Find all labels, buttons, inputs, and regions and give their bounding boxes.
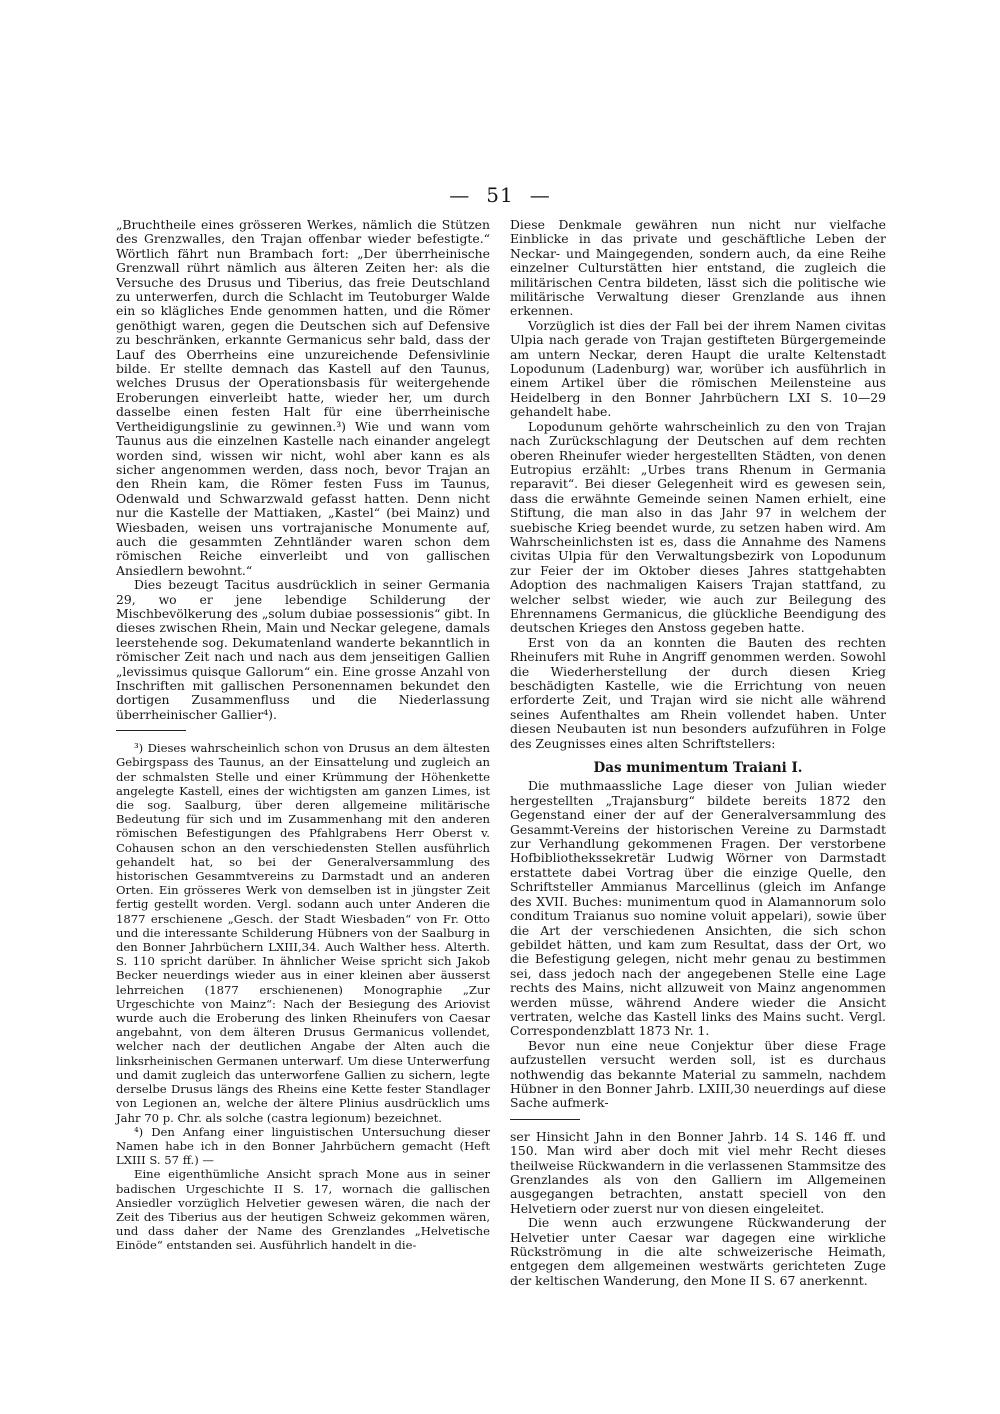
body-paragraph: Dies bezeugt Tacitus ausdrücklich in seiner Germania 29, wo er jene lebendige Schilderung der Mischbevölkerung des „solum dubiae possessionis“ gibt. In dieses zwischen Rhein, Main und Neckar gelegene, damals leerstehende sog. Dekumatenland wanderte bekanntlich in römischer Zeit nach und nach aus dem jenseitigen Gallien „levissimus quisque Gallorum“ ein. Eine grosse Anzahl von Inschriften mit gallischen Personennamen bekundet den dortigen Zusammenfluss und die Niederlassung überrheinischer Gallier⁴). [116,577,490,722]
footnote: Eine eigenthümliche Ansicht sprach Mone aus in seiner badischen Urgeschichte II S. 17, wornach die gallischen Ansiedler vorzüglich Helvetier gewesen wären, die nach der Zeit des Tiberius aus der heutigen Schweiz gekommen wären, und dass daher der Name des Grenzlandes „Helvetische Einöde“ entstanden sei. Ausführlich handelt in die- [116,1167,490,1253]
left-column [116,218,490,1253]
page-number-value: 51 [486,183,514,207]
page-number-dash-left: — [449,183,471,207]
footnote: Die wenn auch erzwungene Rückwanderung der Helvetier unter Caesar war dagegen eine wirkliche Rückströmung in die alte schweizerische Heimath, entgegen dem allgemeinen westwärts gerichteten Zuge der keltischen Wanderung, den Mone II S. 67 anerkennt. [510,1215,886,1288]
footnotes [116,741,490,1252]
body-paragraph: Erst von da an konnten die Bauten des rechten Rheinufers mit Ruhe in Angriff genommen werden. Sowohl die Wiederherstellung der durch diesen Krieg beschädigten Kastelle, wie die Errichtung von neuen erforderte Zeit, und Trajan wird sie nicht alle während seines Aufenthaltes am Rhein vollendet haben. Unter diesen Neubauten ist nun besonders aufzuführen in Folge des Zeugnisses eines alten Schriftstellers: [510,634,886,751]
page-number [0,183,1000,207]
footnote: ³) Dieses wahrscheinlich schon von Drusus an dem ältesten Gebirgspass des Taunus, an der Einsattelung und zugleich an der schmalsten Stelle und einer Krümmung der Höhenkette angelegte Kastell, eines der wichtigsten am ganzen Limes, ist die sog. Saalburg, über deren allgemeine militärische Bedeutung für sich und im Zusammenhang mit den anderen römischen Befestigungen des Pfahlgrabens Herr Oberst v. Cohausen schon an den verschiedensten Stellen ausführlich gehandelt hat, so bei der Generalversammlung des historischen Gesammtvereins zu Darmstadt und an anderen Orten. Ein grösseres Werk von demselben ist in jüngster Zeit fertig gestellt worden. Vergl. sodann auch unter Anderen die 1877 erschienene „Gesch. der Stadt Wiesbaden“ von Fr. Otto und die interessante Schilderung Hübners von der Saalburg in den Bonner Jahrbüchern LXIII,34. Auch Walther hess. Alterth. S. 110 spricht darüber. In ähnlicher Weise spricht sich Jakob Becker neuerdings wieder aus in einer kleinen aber äusserst lehrreichen (1877 erschienenen) Monographie „Zur Urgeschichte von Mainz“: Nach der Besiegung des Ariovist wurde auch die Eroberung des linken Rheinufers von Caesar angebahnt, von dem älteren Drusus Germanicus vollendet, welcher nach der deutlichen Angabe der Alten auch die linksrheinischen Germanen unterwarf. Um diese Unterwerfung und damit zugleich das unterworfene Gallien zu sichern, legte derselbe Drusus längs des Rheins eine Kette fester Standlager von Legionen an, welche der ältere Plinius ausdrücklich ums Jahr 70 p. Chr. als solche (castra legionum) bezeichnet. [116,741,490,1125]
footnote: ser Hinsicht Jahn in den Bonner Jahrb. 14 S. 146 ff. und 150. Man wird aber doch mit viel mehr Recht dieses theilweise Rückwandern in die verlassenen Stammsitze des Grenzlandes als von den Galliern im Allgemeinen ausgegangen betrachten, anstatt speciell von den Helvetiern oder zuerst nur von diesen eingeleitet. [510,1128,886,1216]
body-paragraph: „Bruchtheile eines grösseren Werkes, nämlich die Stützen des Grenzwalles, den Trajan offenbar wieder befestigte.“ Wörtlich fährt nun Brambach fort: „Der überrheinische Grenzwall rührt nämlich aus älteren Zeiten her: als die Versuche des Drusus und Tiberius, das freie Deutschland zu unterwerfen, durch die Schlacht im Teutoburger Walde ein so klägliches Ende genommen hatten, und die Römer genöthigt waren, gegen die Deutschen sich auf Defensive zu beschränken, erkannte Germanicus sehr bald, dass der Lauf des Oberrheins eine unzureichende Defensivlinie bilde. Er stellte demnach das Kastell auf den Taunus, welches Drusus der Operationsbasis für weitergehende Eroberungen einverleibt hatte, wieder her, um durch dasselbe einen festen Halt für eine überrheinische Vertheidigungslinie zu gewinnen.³) Wie und wann vom Taunus aus die einzelnen Kastelle nach einander angelegt worden sind, wissen wir nicht, wohl aber kann es als sicher angenommen werden, dass noch, bevor Trajan an den Rhein kam, die Römer festen Fuss im Taunus, Odenwald und Schwarzwald gefasst hatten. Denn nicht nur die Kastelle der Mattiaken, „Kastel“ (bei Mainz) und Wiesbaden, weisen uns vortrajanische Monumente auf, auch die gesammten Zehntländer waren schon dem römischen Reiche einverleibt und von gallischen Ansiedlern bewohnt.“ [116,217,490,578]
section-heading: Das munimentum Traiani I. [593,760,803,777]
right-column [510,218,886,1288]
body-paragraph: Bevor nun eine neue Conjektur über diese Frage aufzustellen versucht werden soll, ist es durchaus nothwendig das bekannte Material zu sammeln, nachdem Hübner in den Bonner Jahrb. LXIII,30 neuerdings auf diese Sache aufmerk- [510,1037,886,1111]
body-paragraph: Lopodunum gehörte wahrscheinlich zu den von Trajan nach Zurückschlagung der Deutschen auf dem rechten oberen Rheinufer wieder hergestellten Städten, von denen Eutropius erzählt: „Urbes trans Rhenum in Germania reparavit“. Bei dieser Gelegenheit wird es gewesen sein, dass die erwähnte Gemeinde seinen Namen erhielt, eine Stiftung, die man also in das Jahr 97 in welchem der suebische Krieg beendet wurde, zu setzen haben wird. Am Wahrscheinlichsten ist es, dass die Annahme des Namens civitas Ulpia für den Verwaltungsbezirk von Lopodunum zur Feier der im Oktober dieses Jahres stattgehabten Adoption des nachmaligen Kaisers Trajan stattfand, zu welcher selbst wieder, wie auch zur Beilegung des Ehrennamens Germanicus, die glückliche Beendigung des deutschen Krieges den Anstoss gegeben hatte. [510,418,886,636]
footnotes [510,1130,886,1288]
footnote-rule [116,730,186,731]
footnote: ⁴) Den Anfang einer linguistischen Untersuchung dieser Namen habe ich in den Bonner Jahrbüchern gemacht (Heft LXIII S. 57 ff.) — [116,1124,490,1168]
footnote-rule [510,1119,580,1120]
page-number-dash-right: — [529,183,551,207]
body-paragraph: Vorzüglich ist dies der Fall bei der ihrem Namen civitas Ulpia nach gerade von Trajan gestifteten Bürgergemeinde am untern Neckar, deren Haupt die uralte Keltenstadt Lopodunum (Ladenburg) war, worüber ich ausführlich in einem Artikel über die römischen Meilensteine aus Heidelberg in den Bonner Jahrbüchern LXI S. 10—29 gehandelt habe. [510,317,886,420]
body-paragraph: Die muthmaassliche Lage dieser von Julian wieder hergestellten „Trajansburg“ bildete bereits 1872 den Gegenstand einer der auf der Generalversammlung des Gesammt-Vereins der historischen Vereine zu Darmstadt zur Verhandlung gekommenen Fragen. Der verstorbene Hofbibliothekssekretär Ludwig Wörner von Darmstadt erstattete dabei Vortrag über die einzige Quelle, den Schriftsteller Ammianus Marcellinus (gleich im Anfange des XVII. Buches: munimentum quod in Alamannorum solo conditum Traianus suo nomine voluit appelari), sowie über die Art der verschiedenen Ansichten, die sich schon gebildet hätten, und kam zum Resultat, dass der Ort, wo die Befestigung gelegen, nicht mehr genau zu bestimmen sei, dass jedoch nach der angegebenen Stelle eine Lage rechts des Mains, nicht allzuweit von Mainz angenommen werden müsse, während Andere wieder die Ansicht vertraten, welche das Kastell links des Mains sucht. Vergl. Correspondenzblatt 1873 Nr. 1. [510,778,886,1039]
body-paragraph: Diese Denkmale gewähren nun nicht nur vielfache Einblicke in das private und geschäftliche Leben der Neckar- und Maingegenden, sondern auch, da eine Reihe einzelner Culturstätten hier entstand, die zugleich die militärischen Centra bildeten, lässt sich die politische wie militärische Verwaltung dieser Grenzlande aus ihnen erkennen. [510,217,886,319]
